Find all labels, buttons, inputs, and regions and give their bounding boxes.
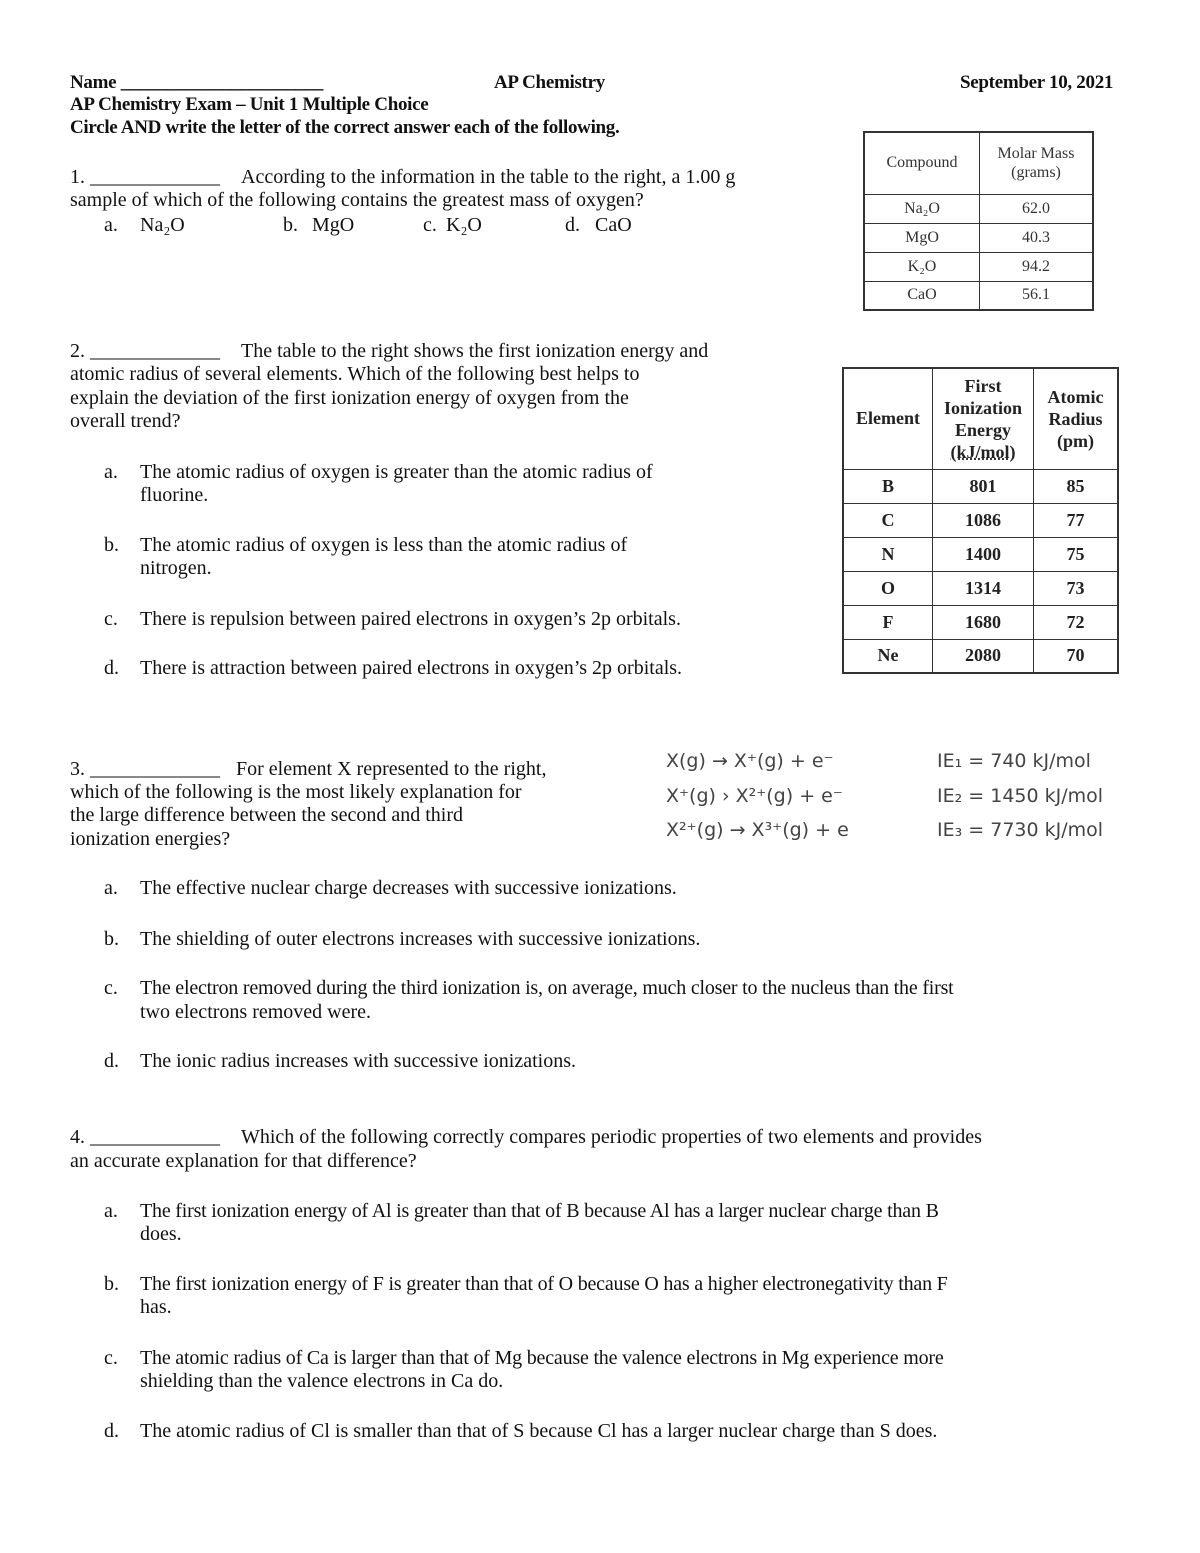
table-cell: 94.2 [980, 252, 1094, 281]
question-2-text-line4: overall trend? [70, 410, 181, 432]
q3-choice-b-line1: The shielding of outer electrons increases with successive ionizations. [140, 928, 701, 950]
q1-choice-a-letter: a. [104, 214, 118, 236]
question-3-text-line1: For element X represented to the right, [236, 758, 547, 780]
q3-choice-c-letter: c. [104, 977, 118, 999]
ionization-energy-1: IE₁ = 740 kJ/mol [937, 750, 1091, 772]
exam-title: AP Chemistry Exam – Unit 1 Multiple Choice [70, 94, 429, 115]
table-row [864, 194, 1093, 223]
table-cell: 2080 [933, 639, 1034, 673]
q3-choice-a-line1: The effective nuclear charge decreases with successive ionizations. [140, 877, 677, 899]
molar-mass-table [863, 131, 1094, 311]
table-row [864, 281, 1093, 310]
q1-choice-c-letter: c. [423, 214, 437, 236]
q3-choice-b-letter: b. [104, 928, 119, 950]
document-date: September 10, 2021 [960, 72, 1114, 93]
table-row [843, 503, 1118, 537]
ie-header-line2: Ionization [943, 397, 1022, 418]
question-3-text-line2: which of the following is the most likely explanation for [70, 781, 522, 803]
q3-choice-c-line1: The electron removed during the third ionization is, on average, much closer to the nucleus than the first [140, 977, 954, 999]
table-cell: 56.1 [980, 281, 1094, 310]
table-row [843, 537, 1118, 571]
question-2-text-line1: The table to the right shows the first ionization energy and [241, 340, 709, 362]
q2-choice-a-line1: The atomic radius of oxygen is greater than the atomic radius of [140, 461, 653, 483]
course-title: AP Chemistry [494, 72, 605, 93]
ionization-energy-3: IE₃ = 7730 kJ/mol [937, 819, 1104, 841]
table-row [864, 223, 1093, 252]
q4-choice-d-line1: The atomic radius of Cl is smaller than that of S because Cl has a larger nuclear charge than S does. [140, 1420, 938, 1442]
question-2-text-line3: explain the deviation of the first ionization energy of oxygen from the [70, 387, 629, 409]
table-cell: 77 [1034, 503, 1119, 537]
molar-mass-header-line1: Molar Mass [997, 145, 1075, 163]
table-cell: 72 [1034, 605, 1119, 639]
table-header-molar-mass [980, 132, 1094, 194]
q2-choice-d-line1: There is attraction between paired electrons in oxygen’s 2p orbitals. [140, 657, 683, 679]
table-row [843, 469, 1118, 503]
reaction-1: X(g) → X⁺(g) + e⁻ [666, 750, 834, 772]
q2-choice-c-line1: There is repulsion between paired electrons in oxygen’s 2p orbitals. [140, 608, 681, 630]
table-cell: O [843, 571, 933, 605]
table-cell: 1314 [933, 571, 1034, 605]
table-cell: 1680 [933, 605, 1034, 639]
q4-choice-a-letter: a. [104, 1200, 118, 1222]
ie-header-line4: (kJ/mol) [950, 441, 1016, 462]
question-4-text-line1: Which of the following correctly compares periodic properties of two elements and provides [241, 1126, 982, 1148]
question-4-text-line2: an accurate explanation for that difference? [70, 1150, 417, 1172]
table-row [864, 252, 1093, 281]
q2-choice-b-line2: nitrogen. [140, 557, 212, 579]
q4-choice-b-line2: has. [140, 1296, 172, 1318]
q3-choice-c-line2: two electrons removed were. [140, 1001, 372, 1023]
table-cell: C [843, 503, 933, 537]
radius-header-line1: Atomic [1047, 386, 1104, 407]
question-1-number: 1. _____________ [70, 166, 220, 188]
question-2-number: 2. _____________ [70, 340, 220, 362]
molar-mass-header-line2: (grams) [1011, 164, 1061, 182]
table-cell: 75 [1034, 537, 1119, 571]
q2-choice-d-letter: d. [104, 657, 119, 679]
q1-choice-b-text: MgO [312, 214, 355, 236]
question-3-number: 3. _____________ [70, 758, 220, 780]
q4-choice-c-letter: c. [104, 1347, 118, 1369]
reaction-3: X²⁺(g) → X³⁺(g) + e [666, 819, 849, 841]
table-cell: Na₂O [864, 194, 980, 223]
question-1-text-line2: sample of which of the following contains the greatest mass of oxygen? [70, 189, 644, 211]
q2-choice-b-line1: The atomic radius of oxygen is less than the atomic radius of [140, 534, 628, 556]
q4-choice-c-line2: shielding than the valence electrons in Ca do. [140, 1370, 504, 1392]
q1-choice-a-text: Na₂O [140, 214, 185, 236]
question-3-text-line4: ionization energies? [70, 828, 231, 850]
radius-header-line3: (pm) [1057, 430, 1094, 451]
ie-header-line3: Energy [955, 419, 1011, 440]
table-cell: 70 [1034, 639, 1119, 673]
table-cell: MgO [864, 223, 980, 252]
table-cell: CaO [864, 281, 980, 310]
q2-choice-b-letter: b. [104, 534, 119, 556]
ionization-energy-table [842, 367, 1119, 674]
q3-choice-d-line1: The ionic radius increases with successive ionizations. [140, 1050, 576, 1072]
q1-choice-d-letter: d. [565, 214, 580, 236]
table-header-atomic-radius [1034, 368, 1119, 469]
q4-choice-a-line1: The first ionization energy of Al is greater than that of B because Al has a larger nuclear charge than B [140, 1200, 939, 1222]
table-cell: K₂O [864, 252, 980, 281]
q3-choice-a-letter: a. [104, 877, 118, 899]
q4-choice-b-letter: b. [104, 1273, 119, 1295]
table-row [843, 571, 1118, 605]
question-1-text-line1: According to the information in the table to the right, a 1.00 g [241, 166, 736, 188]
table-cell: 62.0 [980, 194, 1094, 223]
ie-header-line1: First [964, 375, 1002, 396]
radius-header-line2: Radius [1048, 408, 1103, 429]
table-cell: 40.3 [980, 223, 1094, 252]
question-2-text-line2: atomic radius of several elements. Which of the following best helps to [70, 363, 640, 385]
table-row [843, 605, 1118, 639]
ionization-energy-2: IE₂ = 1450 kJ/mol [937, 785, 1104, 807]
table-header-first-ionization-energy [933, 368, 1034, 469]
q1-choice-c-text: K₂O [446, 214, 482, 236]
reaction-2: X⁺(g) › X²⁺(g) + e⁻ [666, 785, 843, 807]
name-field-label: Name ______________________ [70, 72, 324, 93]
question-4-number: 4. _____________ [70, 1126, 220, 1148]
table-cell: F [843, 605, 933, 639]
q4-choice-a-line2: does. [140, 1223, 182, 1245]
q2-choice-a-line2: fluorine. [140, 484, 209, 506]
table-cell: 1086 [933, 503, 1034, 537]
table-cell: N [843, 537, 933, 571]
q4-choice-c-line1: The atomic radius of Ca is larger than that of Mg because the valence electrons in Mg experience more [140, 1347, 944, 1369]
table-cell: 801 [933, 469, 1034, 503]
q4-choice-b-line1: The first ionization energy of F is greater than that of O because O has a higher electronegativity than F [140, 1273, 948, 1295]
q2-choice-c-letter: c. [104, 608, 118, 630]
table-cell: Ne [843, 639, 933, 673]
table-cell: B [843, 469, 933, 503]
q4-choice-d-letter: d. [104, 1420, 119, 1442]
q3-choice-d-letter: d. [104, 1050, 119, 1072]
table-cell: 73 [1034, 571, 1119, 605]
table-header-element: Element [843, 368, 933, 469]
q1-choice-b-letter: b. [283, 214, 298, 236]
table-header-compound: Compound [864, 132, 980, 194]
question-3-text-line3: the large difference between the second and third [70, 804, 463, 826]
q1-choice-d-text: CaO [595, 214, 632, 236]
table-row [843, 639, 1118, 673]
q2-choice-a-letter: a. [104, 461, 118, 483]
table-cell: 85 [1034, 469, 1119, 503]
table-cell: 1400 [933, 537, 1034, 571]
instructions: Circle AND write the letter of the correct answer each of the following. [70, 117, 620, 138]
